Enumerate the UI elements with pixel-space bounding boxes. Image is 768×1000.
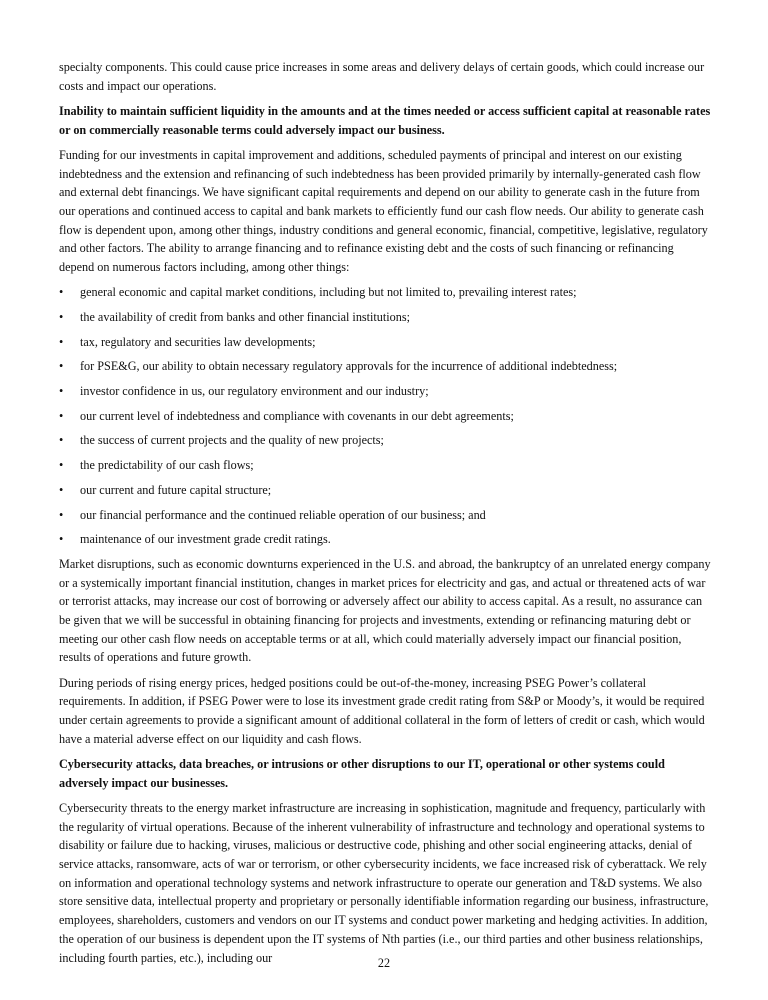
financing-factors-list [59,283,711,549]
heading-liquidity-risk: Inability to maintain sufficient liquidity in the amounts and at the times needed or access sufficient capital at reasonable rates or on commercially reasonable terms could adversely impact our business. [59,103,711,137]
paragraph-collateral: During periods of rising energy prices, hedged positions could be out-of-the-money, increasing PSEG Power’s collateral requirements. In addition, if PSEG Power were to lose its investment grade credit rating from S&P or Moody’s, it would be required under certain agreements to provide a significant amount of additional collateral in the form of letters of credit or cash, which would have a material adverse effect on our liquidity and cash flows. [59,675,705,746]
list-item-text: general economic and capital market conditions, including but not limited to, prevailing interest rates; [80,285,577,300]
bullet-icon: • [59,532,64,547]
bullet-icon: • [59,507,64,522]
list-item-text: for PSE&G, our ability to obtain necessary regulatory approvals for the incurrence of additional indebtedness; [80,359,618,374]
heading-cybersecurity-risk: Cybersecurity attacks, data breaches, or intrusions or other disruptions to our IT, operational or other systems could adversely impact our businesses. [59,757,665,790]
page-number: 22 [377,956,391,970]
list-item-text: the availability of credit from banks and other financial institutions; [80,309,410,324]
list-item-text: tax, regulatory and securities law developments; [80,334,316,349]
list-item [59,333,711,352]
paragraph-cybersecurity: Cybersecurity threats to the energy market infrastructure are increasing in sophistication, magnitude and frequency, particularly with the regularity of virtual operations. Because of the inherent vulnerability of infrastructure and technology and operational systems to disability or failure due to hacking, viruses, malicious or destructive code, phishing and other social engineering attacks, denial of service attacks, ransomware, acts of war or terrorism, or other cybersecurity incidents, we face increased risk of cyberattack. We rely on information and operational technology systems and network infrastructure to operate our generation and T&D systems. We also store sensitive data, intellectual property and proprietary or personally identifiable information regarding our business, infrastructure, employees, shareholders, customers and vendors on our IT systems and conduct power marketing and hedging activities. In addition, the operation of our business is dependent upon the IT systems of Nth parties (i.e., our third parties and other business relationships, including fourth parties, etc.), including our [59,800,709,965]
list-item-text: the predictability of our cash flows; [80,458,254,473]
paragraph-market-disruptions: Market disruptions, such as economic downturns experienced in the U.S. and abroad, the bankruptcy of an unrelated energy company or a systemically important financial institution, changes in market prices for electricity and gas, and actual or threatened acts of war or terrorist attacks, may increase our cost of borrowing or adversely affect our ability to access capital. As a result, no assurance can be given that we will be successful in obtaining financing for projects and investments, extending or refinancing maturing debt or meeting our other cash flow needs on acceptable terms or at all, which could materially adversely impact our financial position, results of operations and future growth. [59,556,711,665]
list-item [59,382,711,401]
list-item [59,456,711,475]
list-item-text: maintenance of our investment grade credit ratings. [80,532,331,547]
list-item [59,308,711,327]
bullet-icon: • [59,384,64,399]
list-item-text: the success of current projects and the quality of new projects; [80,433,384,448]
bullet-icon: • [59,482,64,497]
list-item-text: our current level of indebtedness and compliance with covenants in our debt agreements; [80,408,514,423]
list-item-text: our financial performance and the continued reliable operation of our business; and [80,507,486,522]
list-item [59,481,711,500]
bullet-icon: • [59,285,64,300]
bullet-icon: • [59,309,64,324]
list-item-text: our current and future capital structure; [80,482,272,497]
bullet-icon: • [59,334,64,349]
paragraph-supply-chain-continued: specialty components. This could cause price increases in some areas and delivery delays of certain goods, which could increase our costs and impact our operations. [59,60,705,93]
bullet-icon: • [59,433,64,448]
list-item-text: investor confidence in us, our regulatory environment and our industry; [80,384,429,399]
list-item [59,506,711,525]
list-item [59,357,711,376]
list-item [59,431,711,450]
list-item [59,407,711,426]
bullet-icon: • [59,359,64,374]
bullet-icon: • [59,458,64,473]
list-item [59,530,711,549]
paragraph-funding: Funding for our investments in capital improvement and additions, scheduled payments of principal and interest on our existing indebtedness and the extension and refinancing of such indebtedness has been provided primarily by internally-generated cash flow and external debt financings. We have significant capital requirements and depend on our ability to generate cash in the future from our operations and continued access to capital and bank markets to efficiently fund our cash flow needs. Our ability to generate cash flow is dependent upon, among other things, industry conditions and general economic, financial, competitive, legislative, regulatory and other factors. The ability to arrange financing and to refinance existing debt and the costs of such financing or refinancing depend on numerous factors including, among other things: [59,147,708,275]
document-page [59,58,711,974]
bullet-icon: • [59,408,64,423]
list-item [59,283,711,302]
